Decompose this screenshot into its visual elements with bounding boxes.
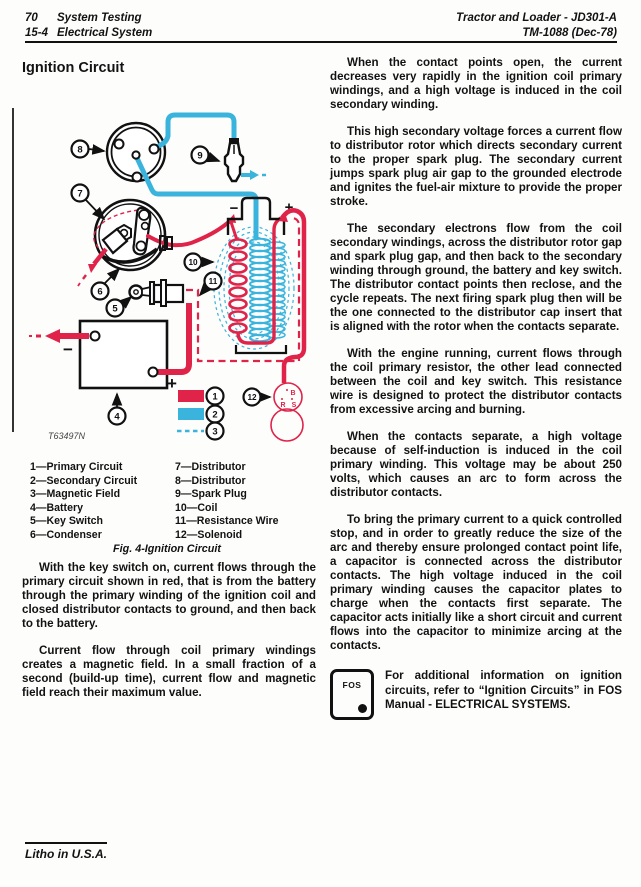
- legend-column-2: [175, 461, 318, 542]
- key-switch: [130, 280, 184, 306]
- callout-10: 10: [188, 258, 198, 267]
- solenoid-terminal-b: B: [290, 390, 296, 397]
- legend-item: 10—Coil: [175, 501, 218, 514]
- callout-2: 2: [212, 409, 218, 421]
- page-header: [25, 11, 617, 40]
- legend-item: 5—Key Switch: [30, 515, 104, 527]
- legend-item: 4—Battery: [30, 501, 83, 514]
- fos-note-text: For additional information on ignition circuits, refer to “Ignition Circuits” in FOS Manual - ELECTRICAL SYSTEMS.: [385, 669, 622, 711]
- ignition-circuit-svg: [0, 98, 320, 450]
- paragraph: With the key switch on, current flows through the primary circuit shown in red, that is from the battery through the primary winding of the ignition coil and closed distributor contacts to ground, and then back to the battery.: [22, 561, 316, 630]
- paragraph: When the contact points open, the current decreases very rapidly in the ignition coil primary windings, and a high voltage is induced in the coil secondary winding.: [330, 56, 622, 111]
- header-left: [25, 11, 152, 40]
- callout-8: 8: [77, 144, 83, 156]
- paragraph: The secondary electrons flow from the coil secondary windings, across the distributor rotor gap and spark plug gap, and then back to the secondary winding through ground, the battery and key switch. The distributor contact points then reclose, and the cycle repeats. The next firing spark plug then will be the one connected to the distributor cap insert that is aligned with the rotor when the contacts separate.: [330, 222, 622, 333]
- legend-item: 2—Secondary Circuit: [30, 474, 138, 487]
- solenoid-terminal-s: S: [291, 402, 297, 409]
- legend-column-1: [30, 461, 175, 542]
- litho-note: Litho in U.S.A.: [25, 847, 107, 861]
- header-manual-number: TM-1088 (Dec-78): [522, 26, 617, 39]
- paragraph: With the engine running, current flows through the coil primary resistor, the other lead connected between the coil and key switch. This resistance wire is designed to protect the distributor contacts from excessive arcing and burning.: [330, 347, 622, 416]
- callout-12: 12: [247, 393, 257, 402]
- paragraph: This high secondary voltage forces a current flow to distributor rotor which directs secondary current to the proper spark plug. The secondary current jumps spark plug air gap to the grounded electrode and ignites the fuel-air mixture to provide the proper stroke.: [330, 125, 622, 208]
- callout-6: 6: [97, 286, 103, 298]
- secondary-wire-cap-to-plug: [156, 115, 234, 147]
- ground-arrow: [88, 264, 97, 273]
- page-title: Ignition Circuit: [22, 60, 125, 76]
- fos-icon-dot: [358, 704, 367, 713]
- spark-arrow: [250, 170, 259, 180]
- legend-swatch-secondary: [178, 408, 204, 420]
- coil-primary-winding: [230, 222, 247, 333]
- legend-item: 11—Resistance Wire: [175, 515, 279, 527]
- figure-image-id: T63497N: [48, 431, 86, 441]
- header-sub-number: 15-4: [25, 26, 49, 39]
- paragraph: When the contacts separate, a high voltage because of self-induction is induced in the coil primary winding. This voltage may be about 250 volts, which causes an arc to form across the distributor contacts.: [330, 430, 622, 499]
- distributor-body: [78, 200, 165, 286]
- left-column: [22, 56, 318, 76]
- spark-plug: [225, 138, 266, 181]
- paragraph: Current flow through coil primary windings creates a magnetic field. In a small fraction of a second (build-up time), current flow and magnetic field reach their maximum value.: [22, 644, 316, 699]
- left-column-text: [22, 561, 316, 713]
- figure-legend: [30, 461, 318, 542]
- battery-minus-label: −: [63, 340, 73, 359]
- callout-7: 7: [77, 188, 83, 200]
- header-sub-title: Electrical System: [57, 26, 153, 39]
- figure-caption: Fig. 4-Ignition Circuit: [113, 543, 221, 555]
- legend-item: 3—Magnetic Field: [30, 488, 121, 500]
- ignition-circuit-diagram: [0, 98, 320, 450]
- solenoid-terminal-r: R: [280, 402, 286, 409]
- legend-item: 12—Solenoid: [175, 528, 243, 541]
- coil-minus-label: −: [229, 200, 239, 217]
- battery-plus-label: +: [167, 374, 177, 393]
- header-model: Tractor and Loader - JD301-A: [456, 12, 617, 24]
- right-column: [330, 56, 622, 720]
- coil-plus-label: +: [284, 199, 294, 216]
- legend-item: 9—Spark Plug: [175, 488, 247, 500]
- fos-reference-note: [330, 669, 622, 720]
- legend-item: 8—Distributor: [175, 474, 246, 487]
- footer-rule: [25, 842, 107, 844]
- battery-negative-arrow: [45, 329, 60, 343]
- page-footer: [25, 842, 107, 861]
- callout-9: 9: [197, 150, 203, 162]
- page-number: 70: [25, 12, 38, 24]
- legend-item: 1—Primary Circuit: [30, 461, 123, 473]
- callout-1: 1: [212, 391, 218, 403]
- fos-icon-label: FOS: [342, 680, 362, 690]
- header-section-title: System Testing: [57, 12, 142, 24]
- legend-item: 6—Condenser: [30, 528, 102, 541]
- callout-5: 5: [112, 303, 118, 315]
- callout-4: 4: [114, 411, 120, 423]
- callout-3: 3: [212, 426, 218, 438]
- fos-manual-icon: [330, 669, 374, 720]
- legend-swatch-primary: [178, 390, 204, 402]
- coil-secondary-winding: [250, 239, 285, 341]
- paragraph: To bring the primary current to a quick controlled stop, and in order to greatly reduce the size of the arc and thereby ensure prolonged contact point life, a capacitor is connected across the distributor contacts. The high voltage induced in the coil primary winding causes the capacitor plates to charge when the contacts first separate. The capacitor acts initially like a short circuit and current flows into the capacitor to minimize arcing at the contacts.: [330, 513, 622, 652]
- header-rule: [25, 41, 617, 43]
- header-right: [456, 11, 617, 40]
- callout-11: 11: [208, 277, 218, 286]
- legend-item: 7—Distributor: [175, 461, 246, 473]
- solenoid: [271, 383, 303, 441]
- battery: [29, 303, 189, 393]
- coil-bracket: [236, 345, 286, 353]
